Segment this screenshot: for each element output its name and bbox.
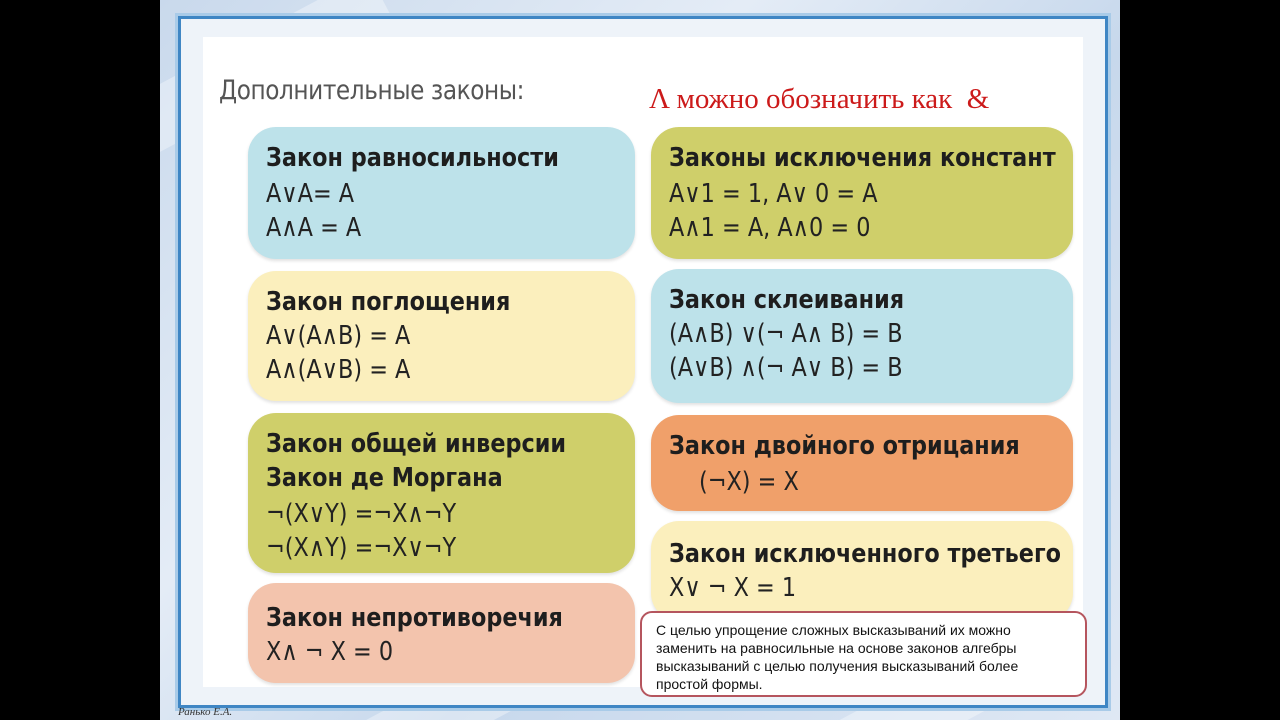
formula: ¬(X∧Y) =¬X∨¬Y: [266, 533, 457, 563]
slide-frame: [178, 16, 1108, 708]
formula: (A∨B) ∧(¬ A∨ B) = B: [669, 353, 903, 383]
card-double-negation: [651, 415, 1073, 511]
card-title: Законы исключения констант: [669, 143, 1056, 173]
formula: A∧A = A: [266, 213, 362, 243]
card-title: Закон склеивания: [669, 285, 905, 315]
card-title: Закон непротиворечия: [266, 603, 563, 633]
formula: A∧1 = A, A∧0 = 0: [669, 213, 871, 243]
card-title: Закон двойного отрицания: [669, 431, 1020, 461]
card-noncontradiction: [248, 583, 635, 683]
author-label: Ранько Е.А.: [178, 706, 233, 718]
notation-note: Λ можно обозначить как &: [649, 83, 990, 115]
formula: X∨ ¬ X = 1: [669, 573, 797, 603]
card-gluing: [651, 269, 1073, 403]
card-title: Закон общей инверсии: [266, 429, 567, 459]
card-title: Закон поглощения: [266, 287, 511, 317]
card-constants: [651, 127, 1073, 259]
slide: [160, 0, 1120, 720]
content-area: [203, 37, 1083, 692]
card-inversion: [248, 413, 635, 573]
formula: A∨1 = 1, A∨ 0 = A: [669, 179, 878, 209]
formula: ¬(X∨Y) =¬X∧¬Y: [266, 499, 457, 529]
card-excluded-middle: [651, 521, 1073, 621]
formula: A∧(A∨B) = A: [266, 355, 411, 385]
formula: A∨A= A: [266, 179, 355, 209]
formula: X∧ ¬ X = 0: [266, 637, 394, 667]
card-title: Закон равносильности: [266, 143, 559, 173]
formula: A∨(A∧B) = A: [266, 321, 411, 351]
card-title: Закон исключенного третьего: [669, 539, 1061, 569]
card-absorption: [248, 271, 635, 401]
card-equivalence: [248, 127, 635, 259]
explanation-callout: С целью упрощение сложных высказываний их можно заменить на равносильные на основе законов алгебры высказываний с целью получения высказываний более простой формы.: [640, 611, 1087, 697]
formula: (¬X) = X: [699, 467, 799, 497]
card-subtitle: Закон де Моргана: [266, 463, 503, 493]
formula: (A∧B) ∨(¬ A∧ B) = B: [669, 319, 903, 349]
page-title: Дополнительные законы:: [219, 75, 525, 106]
